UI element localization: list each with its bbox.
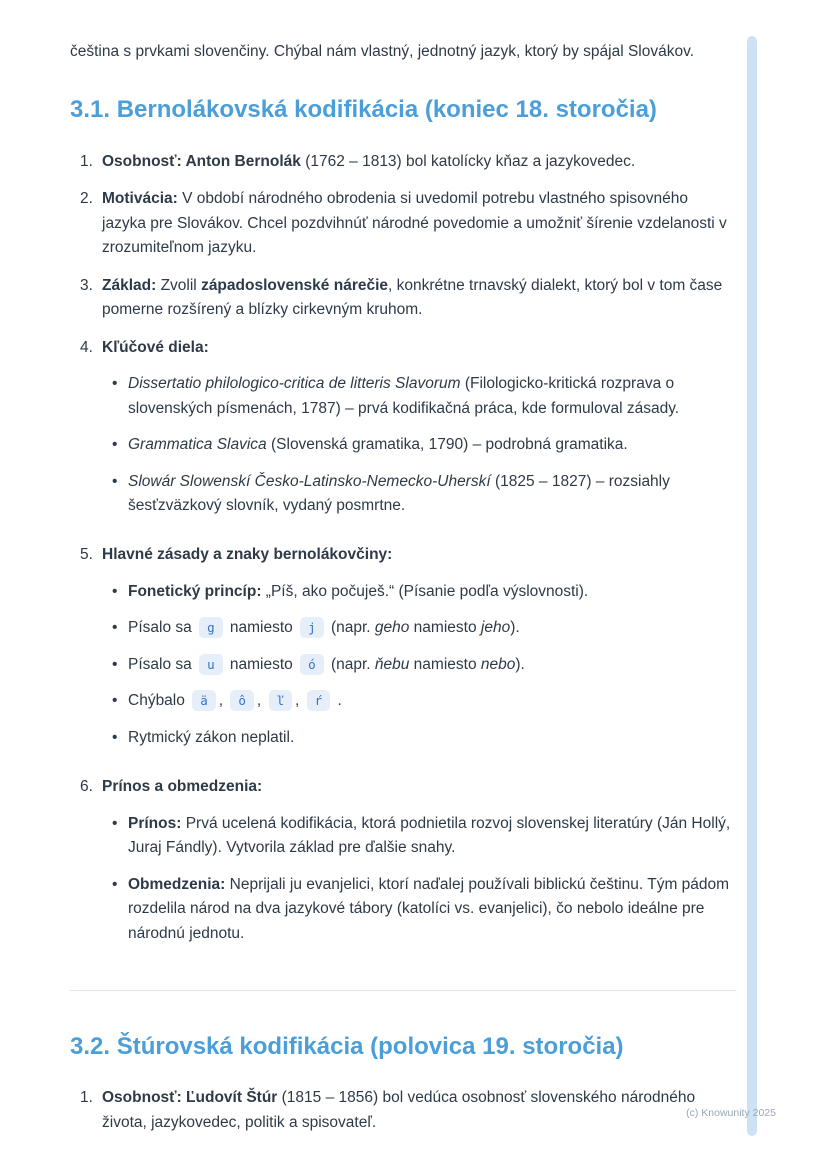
text-segment: Motivácia: xyxy=(102,190,178,208)
text-segment: , xyxy=(295,692,304,710)
text-segment: Prínos: xyxy=(128,814,182,832)
item-text xyxy=(102,336,736,531)
text-segment: (Slovenská gramatika, 1790) – podrobná gramatika. xyxy=(266,436,628,454)
bullet-marker: • xyxy=(112,655,118,673)
text-segment: (napr. xyxy=(326,655,375,673)
bullet-list xyxy=(102,812,736,946)
text-segment: V období národného obrodenia si uvedomil potrebu vlastného spisovného jazyka pre Slovákov. Chcel pozdvihnúť národné povedomie a umožniť šírenie vzdelanosti v zrozumiteľnom jazyku. xyxy=(102,190,727,257)
item-number: 6. xyxy=(80,778,93,796)
text-segment: Kľúčové diela: xyxy=(102,338,209,356)
item-number: 1. xyxy=(80,152,93,170)
numbered-item xyxy=(80,1086,736,1135)
text-segment: (1825 – 1827) – rozsiahly šesťzväzkový slovník, vydaný posmrtne. xyxy=(128,472,670,514)
section-divider xyxy=(70,990,736,991)
bullet-text xyxy=(128,812,736,861)
numbered-item xyxy=(80,150,736,174)
item-number: 3. xyxy=(80,276,93,294)
text-segment: ). xyxy=(515,655,525,673)
text-segment: namiesto xyxy=(225,655,298,673)
document-content xyxy=(70,40,736,1148)
bullet-item xyxy=(102,726,736,750)
text-segment: Slowár Slowenskí Česko-Latinsko-Nemecko-Uherskí xyxy=(128,472,491,490)
bullet-item xyxy=(102,433,736,457)
bullet-text xyxy=(128,433,736,457)
bullet-item xyxy=(102,616,736,640)
text-segment: namiesto xyxy=(409,619,481,637)
bullet-item xyxy=(102,812,736,861)
bullet-marker: • xyxy=(112,436,118,454)
numbered-item xyxy=(80,274,736,323)
inline-code: ó xyxy=(300,654,324,675)
bullet-marker: • xyxy=(112,875,118,893)
bullet-item xyxy=(102,372,736,421)
text-segment: Obmedzenia: xyxy=(128,875,226,893)
scrollbar-thumb[interactable] xyxy=(747,36,757,1136)
text-segment: Neprijali ju evanjelici, ktorí naďalej používali biblickú češtinu. Tým pádom rozdelila národ na dva jazykové tábory (katolíci vs. evanjelici), čo nebolo ideálne pre národnú jednotu. xyxy=(128,875,730,942)
text-segment: , xyxy=(218,692,228,710)
text-segment: Zvolil xyxy=(156,276,202,294)
item-text xyxy=(102,543,736,762)
bullet-marker: • xyxy=(112,814,118,832)
bullet-text xyxy=(128,372,736,421)
text-segment: ). xyxy=(510,619,520,637)
bullet-text xyxy=(128,616,736,640)
inline-code: j xyxy=(300,617,324,638)
text-segment: (Filologicko-kritická rozprava o slovenských písmenách, 1787) – prvá kodifikačná práca, kde formuloval zásady. xyxy=(128,375,680,417)
text-segment: (1815 – 1856) bol vedúca osobnosť slovenského národného života, jazykovedec, politik a spisovateľ. xyxy=(102,1089,696,1131)
text-segment: Rytmický zákon neplatil. xyxy=(128,728,295,746)
item-number: 4. xyxy=(80,338,93,356)
text-segment: geho xyxy=(374,619,410,637)
intro-paragraph: čeština s prvkami slovenčiny. Chýbal nám vlastný, jednotný jazyk, ktorý by spájal Slovákov. xyxy=(70,43,694,60)
text-segment: Prínos a obmedzenia: xyxy=(102,778,263,796)
item-text xyxy=(102,187,736,260)
bullet-item xyxy=(102,689,736,713)
text-segment: nebo xyxy=(480,655,516,673)
text-segment: (1762 – 1813) bol katolícky kňaz a jazykovedec. xyxy=(300,152,636,170)
item-text xyxy=(102,775,736,958)
bullet-marker: • xyxy=(112,472,118,490)
item-text xyxy=(102,1086,736,1135)
bullet-marker: • xyxy=(112,728,118,746)
numbered-item xyxy=(80,336,736,531)
text-segment: západoslovenské nárečie xyxy=(201,276,389,294)
bullet-text xyxy=(128,470,736,519)
text-segment: (napr. xyxy=(326,619,375,637)
inline-code: ŕ xyxy=(307,690,331,711)
bullet-text xyxy=(128,873,736,946)
text-segment: „Píš, ako počuješ.“ (Písanie podľa výslovnosti). xyxy=(261,582,589,600)
bullet-marker: • xyxy=(112,582,118,600)
text-segment: Grammatica Slavica xyxy=(128,436,267,454)
text-segment: Hlavné zásady a znaky bernolákovčiny: xyxy=(102,546,393,564)
numbered-item xyxy=(80,187,736,260)
text-segment: , konkrétne trnavský dialekt, ktorý bol v tom čase pomerne rozšírený a blízky cirkevným kruhom. xyxy=(102,276,723,319)
text-segment: Písalo sa xyxy=(128,655,197,673)
bullet-marker: • xyxy=(112,692,118,710)
section-heading-3-2: 3.2. Štúrovská kodifikácia (polovica 19. storočia) xyxy=(70,1033,624,1061)
inline-code: u xyxy=(199,654,223,675)
inline-code: g xyxy=(199,617,223,638)
text-segment: Dissertatio philologico-critica de litteris Slavorum xyxy=(128,375,461,393)
bullet-item xyxy=(102,470,736,519)
bullet-item xyxy=(102,580,736,604)
item-text xyxy=(102,150,736,174)
bullet-marker: • xyxy=(112,619,118,637)
text-segment: namiesto xyxy=(225,619,298,637)
bullet-marker: • xyxy=(112,375,118,393)
bullet-item xyxy=(102,873,736,946)
bullet-text xyxy=(128,726,736,750)
section-heading-3-1: 3.1. Bernolákovská kodifikácia (koniec 18. storočia) xyxy=(70,96,657,124)
inline-code: ä xyxy=(192,690,216,711)
text-segment: Osobnosť: Anton Bernolák xyxy=(102,152,301,170)
text-segment: ňebu xyxy=(374,655,410,673)
bullet-list xyxy=(102,372,736,518)
bullet-text xyxy=(128,653,736,677)
text-segment: Chýbalo xyxy=(128,692,190,710)
numbered-item xyxy=(80,775,736,958)
text-segment: , xyxy=(256,692,266,710)
inline-code: ô xyxy=(230,690,254,711)
item-number: 1. xyxy=(80,1089,93,1107)
text-segment: Fonetický princíp: xyxy=(128,582,262,600)
section-3-2-list xyxy=(70,1086,736,1135)
text-segment: Prvá ucelená kodifikácia, ktorá podnietila rozvoj slovenskej literatúry (Ján Hollý, Juraj Fándly). Vytvorila základ pre ďalšie snahy. xyxy=(128,814,731,857)
item-number: 5. xyxy=(80,546,93,564)
item-number: 2. xyxy=(80,190,93,208)
inline-code: ľ xyxy=(269,690,293,711)
bullet-list xyxy=(102,580,736,750)
text-segment: jeho xyxy=(480,619,511,637)
copyright-watermark: (c) Knowunity 2025 xyxy=(686,1107,776,1119)
bullet-text xyxy=(128,580,736,604)
text-segment: Písalo sa xyxy=(128,619,197,637)
item-text xyxy=(102,274,736,323)
bullet-text xyxy=(128,689,736,713)
section-3-1-list xyxy=(70,150,736,959)
text-segment: Osobnosť: Ľudovít Štúr xyxy=(102,1089,278,1107)
text-segment: namiesto xyxy=(409,655,481,673)
bullet-item xyxy=(102,653,736,677)
text-segment: . xyxy=(333,692,342,710)
numbered-item xyxy=(80,543,736,762)
text-segment: Základ: xyxy=(102,276,157,294)
